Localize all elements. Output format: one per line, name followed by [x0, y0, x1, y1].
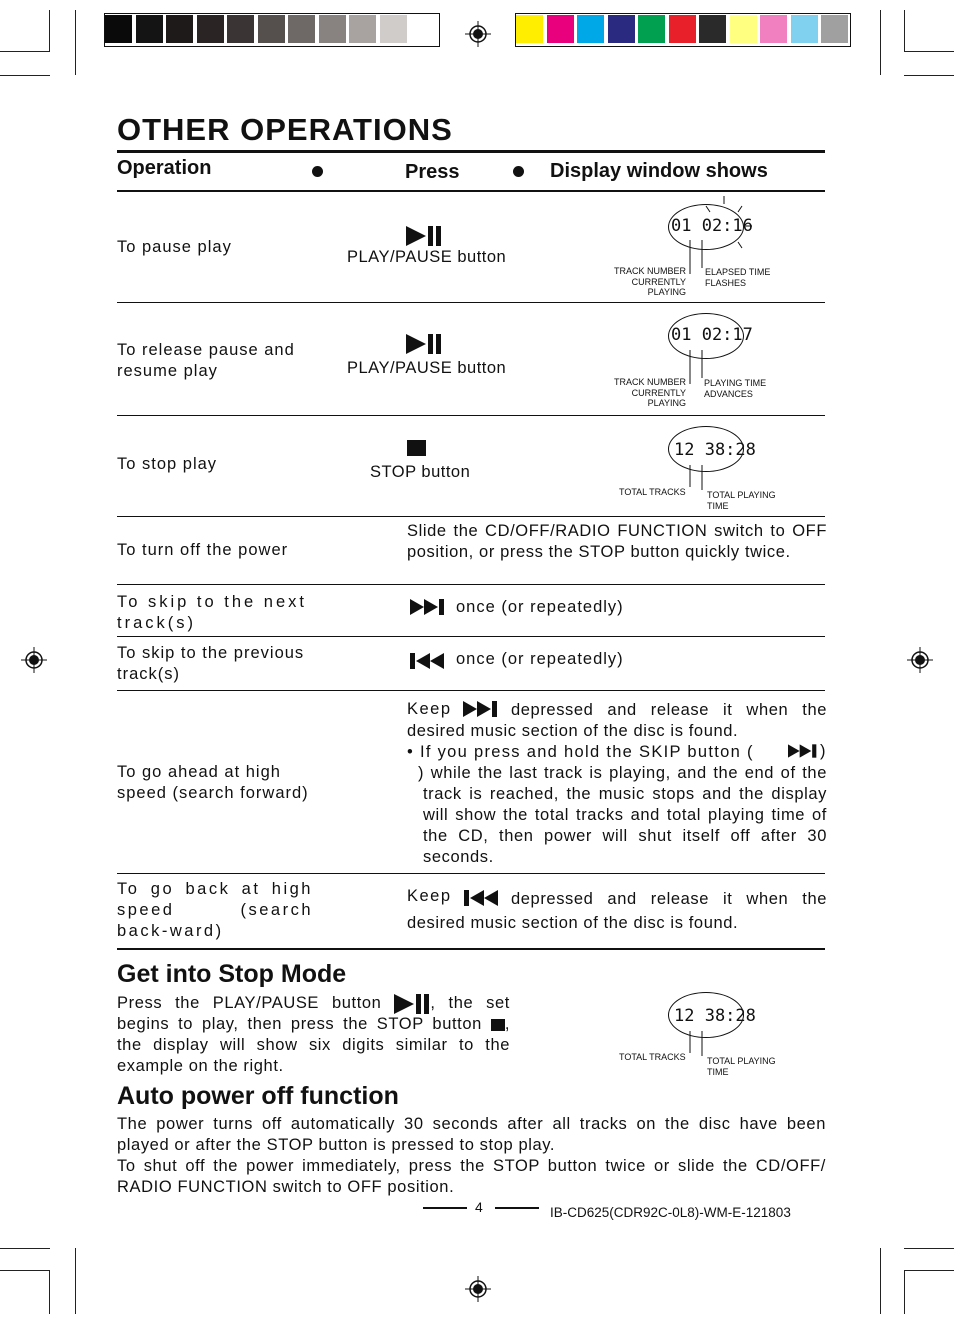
bullet-icon: [312, 166, 323, 177]
row-rule: [117, 690, 825, 691]
color-swatch: [380, 15, 407, 43]
footer-rule-right: [495, 1207, 539, 1209]
footer-rule-left: [423, 1207, 467, 1209]
color-swatch: [608, 15, 635, 43]
header-operation: Operation: [117, 157, 212, 179]
lcd-left-label: TOTAL TRACKS: [619, 1052, 686, 1062]
auto-off-heading: Auto power off function: [117, 1082, 399, 1110]
lcd-right-label: ELAPSED TIME FLASHES: [705, 267, 771, 288]
lcd-left-label: TOTAL TRACKS: [619, 487, 686, 497]
auto-off-paragraph-1: The power turns off automatically 30 seconds after all tracks on the disc have been played or after the STOP button is pressed to stop play.: [117, 1115, 826, 1154]
play-pause-icon: [406, 334, 442, 354]
skip-prev-desc: once (or repeatedly): [456, 650, 624, 668]
row-skip-next-operation: To skip to the next track(s): [117, 593, 307, 632]
color-swatch: [669, 15, 696, 43]
grayscale-bar: [104, 13, 440, 47]
row-search-forward-desc: depressed and release it when the desired music section of the disc is found.: [407, 701, 827, 740]
registration-mark-icon: [465, 1276, 491, 1302]
registration-mark-icon: [907, 647, 933, 673]
color-swatch: [349, 15, 376, 43]
search-forward-paren: ): [820, 742, 826, 760]
lcd-readout: 12 38:28: [674, 1006, 756, 1026]
color-swatch: [136, 15, 163, 43]
row-rule: [117, 584, 825, 585]
play-pause-label: PLAY/PAUSE button: [347, 248, 507, 266]
play-pause-icon: [406, 226, 442, 246]
registration-mark-icon: [21, 647, 47, 673]
color-swatch: [105, 15, 132, 43]
color-swatch: [577, 15, 604, 43]
skip-next-desc: once (or repeatedly): [456, 598, 624, 616]
row-rule: [117, 415, 825, 416]
color-swatch: [227, 15, 254, 43]
row-search-forward-operation: To go ahead at high speed (search forward): [117, 763, 309, 802]
lcd-readout: 01 02:16: [671, 216, 753, 236]
play-pause-icon: [394, 994, 430, 1014]
page-number: 4: [475, 1199, 483, 1215]
row-rule: [117, 516, 825, 517]
lcd-right-label: TOTAL PLAYING TIME: [707, 1056, 776, 1077]
title-rule: [117, 150, 825, 153]
row-search-forward-keep: Keep: [407, 700, 452, 718]
page-title: OTHER OPERATIONS: [117, 112, 453, 147]
row-search-back-desc: depressed and release it when the desired music section of the disc is found.: [407, 890, 827, 932]
skip-previous-icon: [410, 653, 446, 669]
header-press: Press: [405, 161, 460, 183]
auto-off-paragraph-2: To shut off the power immediately, press the STOP button twice or slide the CD/OFF/ RADIO FUNCTION switch to OFF position.: [117, 1157, 826, 1196]
color-swatch: [547, 15, 574, 43]
skip-next-icon: [410, 599, 446, 615]
color-swatch: [258, 15, 285, 43]
stop-icon: [407, 440, 426, 456]
row-rule: [117, 873, 825, 874]
document-code: IB-CD625(CDR92C-0L8)-WM-E-121803: [550, 1205, 791, 1220]
color-swatch: [319, 15, 346, 43]
color-swatch: [197, 15, 224, 43]
lcd-right-label: TOTAL PLAYING TIME: [707, 490, 776, 511]
color-swatch: [516, 15, 543, 43]
stop-mode-text-a: Press the PLAY/PAUSE button: [117, 994, 382, 1012]
row-skip-prev-operation: To skip to the previous track(s): [117, 644, 305, 683]
lcd-left-label: TRACK NUMBER CURRENTLY PLAYING: [613, 377, 686, 408]
skip-next-icon: [788, 744, 818, 758]
row-pause-operation: To pause play: [117, 238, 232, 256]
play-pause-label: PLAY/PAUSE button: [347, 359, 507, 377]
table-bottom-rule: [117, 948, 825, 950]
lcd-right-label: PLAYING TIME ADVANCES: [704, 378, 767, 399]
row-power-off-operation: To turn off the power: [117, 541, 289, 559]
stop-mode-text-b: , the set begins to play, then press the STOP button: [117, 994, 510, 1033]
color-swatch: [288, 15, 315, 43]
row-rule: [117, 302, 825, 303]
row-rule: [117, 636, 825, 637]
header-rule: [117, 190, 825, 192]
color-swatch: [760, 15, 787, 43]
header-display: Display window shows: [550, 160, 768, 182]
bullet-icon: [513, 166, 524, 177]
row-search-back-operation: To go back at high speed (search back-ward): [117, 880, 313, 940]
stop-mode-text: [117, 993, 510, 1077]
stop-mode-heading: Get into Stop Mode: [117, 960, 347, 988]
row-stop-operation: To stop play: [117, 455, 218, 473]
color-bar: [515, 13, 851, 47]
stop-icon: [491, 1019, 505, 1031]
color-swatch: [821, 15, 848, 43]
row-resume-operation: To release pause and resume play: [117, 341, 295, 380]
registration-mark-icon: [465, 21, 491, 47]
color-swatch: [166, 15, 193, 43]
lcd-readout: 12 38:28: [674, 440, 756, 460]
stop-mode-text-c: , the display will show six digits similar to the example on the right.: [117, 1015, 510, 1075]
search-forward-bullet-b: ) while the last track is playing, and the end of the track is reached, the music stops and the display will show the total tracks and total playing time of the CD, then power will shut itself off after 30 seconds.: [418, 764, 827, 866]
row-power-off-desc: Slide the CD/OFF/RADIO FUNCTION switch to OFF position, or press the STOP button quickly twice.: [407, 522, 827, 561]
color-swatch: [638, 15, 665, 43]
row-search-back-keep: Keep: [407, 887, 452, 905]
color-swatch: [699, 15, 726, 43]
lcd-left-label: TRACK NUMBER CURRENTLY PLAYING: [613, 266, 686, 297]
color-swatch: [410, 15, 437, 43]
stop-label: STOP button: [370, 463, 471, 481]
color-swatch: [791, 15, 818, 43]
lcd-readout: 01 02:17: [671, 325, 753, 345]
color-swatch: [730, 15, 757, 43]
search-forward-bullet-a: • If you press and hold the SKIP button (: [407, 743, 754, 761]
